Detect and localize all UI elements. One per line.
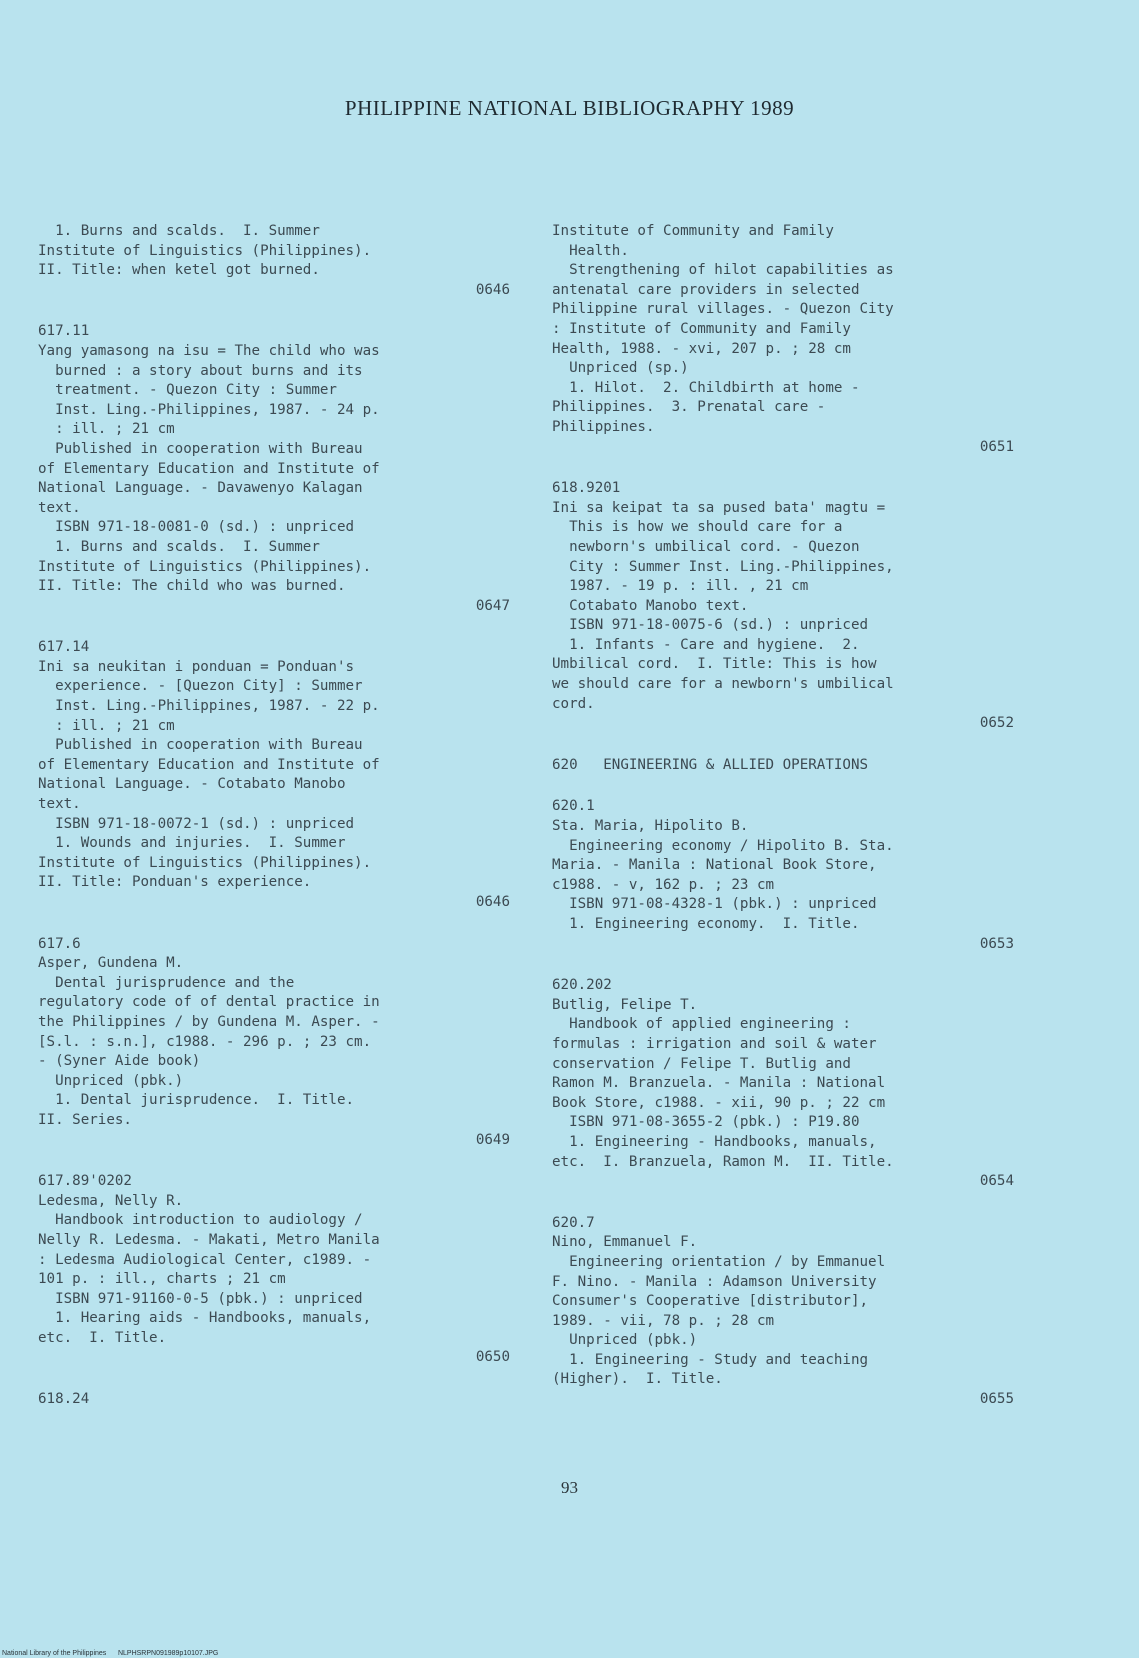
entry-line: Unpriced (pbk.)	[38, 1072, 184, 1089]
entry-number: 0652	[979, 715, 1014, 732]
footer-caption: National Library of the Philippines NLPHSRPN091989p10107.JPG	[2, 1650, 219, 1657]
entry-line: 1. Infants - Care and hygiene. 2.	[552, 636, 860, 653]
entry-line: National Language. - Davawenyo Kalagan	[38, 480, 363, 497]
entry-line: Inst. Ling.-Philippines, 1987. - 22 p.	[38, 698, 380, 715]
entry-line: Book Store, c1988. - xii, 90 p. ; 22 cm	[552, 1094, 886, 1111]
entry-line: II. Title: when ketel got burned.	[38, 262, 320, 279]
entry-line: Yang yamasong na isu = The child who was	[38, 342, 380, 359]
entry-line: 1. Engineering economy. I. Title.	[552, 916, 860, 932]
bibliography-entry	[552, 1214, 1022, 1410]
bibliography-entry	[552, 797, 1022, 954]
entry-line: Philippine rural villages. - Quezon City	[552, 301, 894, 318]
entry-line: Unpriced (pbk.)	[552, 1332, 698, 1349]
entry-line: ISBN 971-18-0075-6 (sd.) : unpriced	[552, 617, 869, 634]
entry-line: ISBN 971-08-3655-2 (pbk.) : P19.80	[552, 1114, 860, 1131]
entry-line: Nino, Emmanuel F.	[552, 1234, 698, 1251]
entry-line: 1. Hilot. 2. Childbirth at home -	[552, 379, 860, 396]
entry-line: Institute of Community and Family	[552, 223, 834, 239]
entry-line: Inst. Ling.-Philippines, 1987. - 24 p.	[38, 401, 380, 418]
entry-line: etc. I. Branzuela, Ramon M. II. Title.	[552, 1153, 894, 1170]
entry-line: Handbook introduction to audiology /	[38, 1212, 363, 1229]
entry-line: : ill. ; 21 cm	[38, 717, 175, 734]
entry-line: ISBN 971-91160-0-5 (pbk.) : unpriced	[38, 1290, 363, 1307]
section-heading: 620 ENGINEERING & ALLIED OPERATIONS	[552, 756, 869, 773]
entry-line: Engineering economy / Hipolito B. Sta.	[552, 837, 894, 854]
entry-line: Ramon M. Branzuela. - Manila : National	[552, 1075, 886, 1092]
entry-line: Health.	[552, 242, 629, 259]
entry-line: : Ledesma Audiological Center, c1989. -	[38, 1251, 372, 1268]
classification-number: 617.11	[38, 323, 90, 340]
entry-line: Philippines.	[552, 418, 655, 435]
entry-line: formulas : irrigation and soil & water	[552, 1035, 877, 1052]
entry-line: Handbook of applied engineering :	[552, 1016, 851, 1033]
entry-line: - (Syner Aide book)	[38, 1053, 201, 1070]
entry-line: experience. - [Quezon City] : Summer	[38, 678, 363, 695]
entry-line: Umbilical cord. I. Title: This is how	[552, 656, 877, 673]
bibliography-entry	[38, 1390, 518, 1410]
entry-line: : Institute of Community and Family	[552, 320, 851, 337]
entry-line: newborn's umbilical cord. - Quezon	[552, 538, 860, 555]
entry-number: 0650	[475, 1349, 510, 1366]
entry-line: 1987. - 19 p. : ill. , 21 cm	[552, 578, 809, 595]
entry-line: Butlig, Felipe T.	[552, 996, 698, 1013]
entry-line: 1. Burns and scalds. I. Summer	[38, 538, 320, 555]
bibliography-entry	[552, 479, 1022, 734]
classification-number: 620.202	[552, 977, 612, 994]
entry-number: 0649	[475, 1131, 510, 1148]
entry-line: antenatal care providers in selected	[552, 281, 860, 298]
entry-number: 0653	[979, 935, 1014, 952]
entry-line: Published in cooperation with Bureau	[38, 440, 363, 457]
entry-line: II. Title: The child who was burned.	[38, 578, 346, 595]
entry-line: Unpriced (sp.)	[552, 360, 689, 377]
entry-line: : ill. ; 21 cm	[38, 421, 175, 438]
entry-line: regulatory code of of dental practice in	[38, 994, 380, 1011]
entry-line: 1. Hearing aids - Handbooks, manuals,	[38, 1310, 372, 1327]
entry-line: Asper, Gundena M.	[38, 955, 184, 972]
entry-line: National Language. - Cotabato Manobo	[38, 776, 346, 793]
page-number: 93	[561, 1478, 578, 1497]
entry-line: treatment. - Quezon City : Summer	[38, 382, 337, 399]
entry-line: the Philippines / by Gundena M. Asper. -	[38, 1013, 380, 1030]
entry-line: (Higher). I. Title.	[552, 1371, 723, 1388]
entry-line: Health, 1988. - xvi, 207 p. ; 28 cm	[552, 340, 851, 357]
entry-line: ISBN 971-08-4328-1 (pbk.) : unpriced	[552, 896, 877, 913]
entry-line: conservation / Felipe T. Butlig and	[552, 1055, 851, 1072]
entry-number: 0654	[979, 1173, 1014, 1190]
entry-line: Maria. - Manila : National Book Store,	[552, 857, 877, 874]
entry-line: This is how we should care for a	[552, 519, 843, 536]
classification-number: 617.89'0202	[38, 1173, 132, 1190]
entry-line: Ini sa neukitan i ponduan = Ponduan's	[38, 658, 355, 675]
classification-number: 617.14	[38, 639, 90, 656]
bibliography-entry	[38, 1172, 518, 1368]
entry-number: 0646	[475, 894, 510, 910]
entry-line: [S.l. : s.n.], c1988. - 296 p. ; 23 cm.	[38, 1033, 372, 1050]
left-column	[38, 222, 518, 1432]
entry-line: 1989. - vii, 78 p. ; 28 cm	[552, 1312, 775, 1329]
entry-number: 0647	[475, 597, 510, 614]
entry-line: II. Series.	[38, 1111, 132, 1128]
entry-line: Institute of Linguistics (Philippines).	[38, 854, 372, 871]
classification-number: 620.1	[552, 798, 595, 815]
entry-line: etc. I. Title.	[38, 1329, 167, 1346]
entry-line: 1. Engineering - Study and teaching	[552, 1351, 869, 1368]
entry-line: text.	[38, 796, 81, 813]
entry-line: Nelly R. Ledesma. - Makati, Metro Manila	[38, 1231, 380, 1248]
entry-number: 0651	[979, 438, 1014, 455]
bibliography-entry	[38, 935, 518, 1151]
entry-line: c1988. - v, 162 p. ; 23 cm	[552, 876, 775, 893]
entry-line: 1. Engineering - Handbooks, manuals,	[552, 1133, 877, 1150]
entry-line: Published in cooperation with Bureau	[38, 737, 363, 754]
entry-line: Strengthening of hilot capabilities as	[552, 262, 894, 279]
entry-line: ISBN 971-18-0072-1 (sd.) : unpriced	[38, 815, 355, 832]
entry-line: text.	[38, 499, 81, 516]
classification-number: 618.9201	[552, 480, 621, 497]
entry-line: Institute of Linguistics (Philippines).	[38, 558, 372, 575]
entry-line: Sta. Maria, Hipolito B.	[552, 818, 749, 835]
entry-line: 1. Dental jurisprudence. I. Title.	[38, 1092, 355, 1109]
bibliography-entry	[38, 638, 518, 912]
entry-line: F. Nino. - Manila : Adamson University	[552, 1273, 877, 1290]
page-title: PHILIPPINE NATIONAL BIBLIOGRAPHY 1989	[344, 96, 795, 120]
entry-line: Ledesma, Nelly R.	[38, 1192, 184, 1209]
entry-line: Consumer's Cooperative [distributor],	[552, 1293, 869, 1310]
right-column	[552, 222, 1022, 1432]
entry-line: we should care for a newborn's umbilical	[552, 676, 894, 693]
entry-number: 0655	[979, 1391, 1014, 1408]
entry-line: of Elementary Education and Institute of	[38, 756, 380, 773]
entry-number: 0646	[475, 281, 510, 298]
entry-line: Ini sa keipat ta sa pused bata' magtu =	[552, 499, 886, 516]
entry-line: cord.	[552, 695, 595, 712]
entry-line: 1. Burns and scalds. I. Summer	[38, 223, 320, 239]
entry-line: of Elementary Education and Institute of	[38, 460, 380, 477]
classification-number: 618.24	[38, 1391, 90, 1408]
entry-line: 1. Wounds and injuries. I. Summer	[38, 835, 346, 852]
bibliography-entry	[38, 222, 518, 300]
bibliography-entry	[38, 322, 518, 616]
bibliography-entry	[552, 222, 1022, 457]
entry-line: Institute of Linguistics (Philippines).	[38, 242, 372, 259]
entry-line: 101 p. : ill., charts ; 21 cm	[38, 1271, 286, 1288]
classification-number: 620.7	[552, 1214, 595, 1231]
entry-line: Engineering orientation / by Emmanuel	[552, 1253, 886, 1270]
entry-line: Cotabato Manobo text.	[552, 597, 749, 614]
bibliography-entry	[552, 976, 1022, 1192]
entry-line: City : Summer Inst. Ling.-Philippines,	[552, 558, 894, 575]
entry-line: Dental jurisprudence and the	[38, 974, 295, 991]
entry-line: ISBN 971-18-0081-0 (sd.) : unpriced	[38, 519, 355, 536]
entry-line: burned : a story about burns and its	[38, 362, 363, 379]
entry-line: II. Title: Ponduan's experience.	[38, 874, 312, 891]
entry-line: Philippines. 3. Prenatal care -	[552, 399, 826, 416]
classification-number: 617.6	[38, 935, 81, 952]
